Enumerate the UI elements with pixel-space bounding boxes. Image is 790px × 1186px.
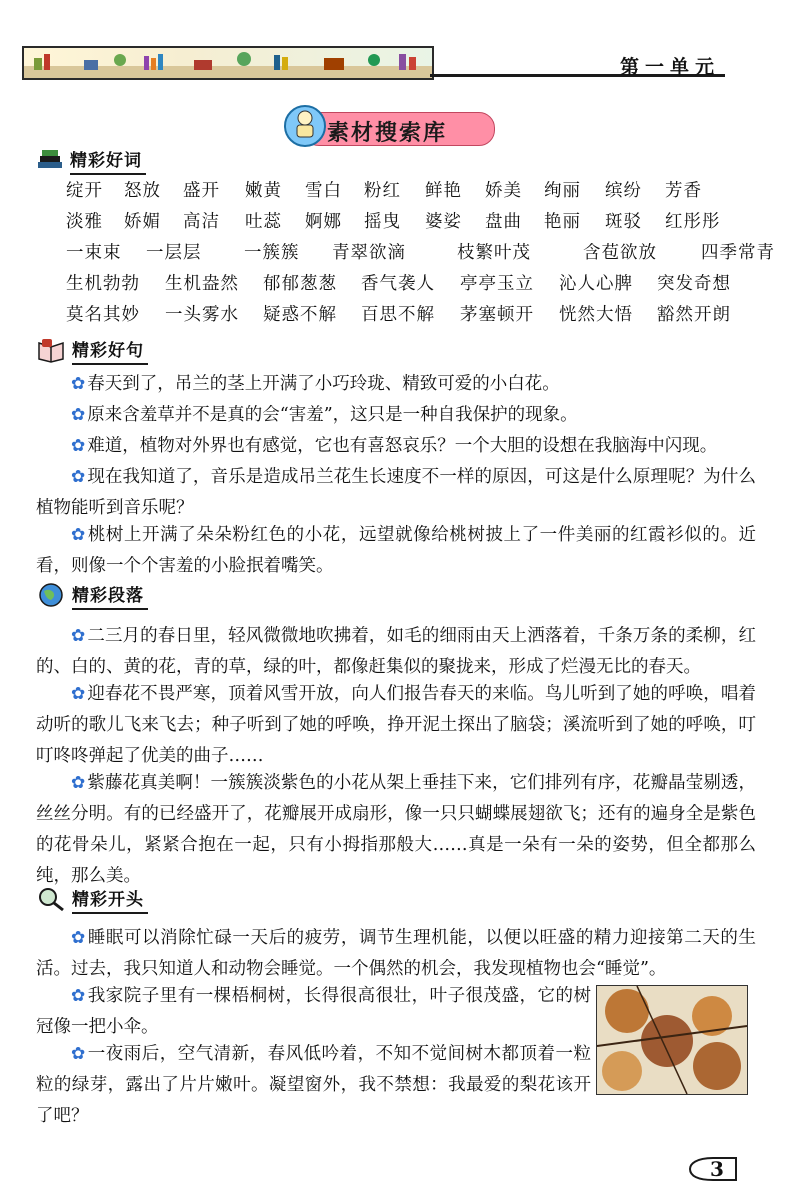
flower-bullet-icon: ✿ [71,928,86,948]
word: 缤纷 [605,181,642,201]
flower-bullet-icon: ✿ [71,374,86,394]
opening-item [36,1039,591,1132]
section-sentences-header [36,336,148,364]
word-row [66,298,775,329]
sentence-text: 现在我知道了，音乐是造成吊兰花生长速度不一样的原因，可这是什么原理呢？为什么植物能听到音乐呢？ [36,467,756,518]
paragraph-item [36,768,756,892]
unit-title: 第一单元 [619,56,720,78]
paragraph-item [36,679,756,772]
maple-leaves-image [597,986,747,1094]
word: 枝繁叶茂 [457,243,531,263]
page-number-badge [688,1156,738,1182]
word: 粉红 [364,181,401,201]
bookshelf-scene-icon [24,48,432,78]
word-row [66,205,775,236]
flower-bullet-icon: ✿ [71,1044,86,1064]
word: 绽开 [66,181,103,201]
paragraph-text: 二三月的春日里，轻风微微地吹拂着，如毛的细雨由天上洒落着，千条万条的柔柳，红的、白的、黄的花，青的草，绿的叶，都像赶集似的聚拢来，形成了烂漫无比的春天。 [36,626,756,677]
sentence-item [36,520,756,582]
word: 婆娑 [425,212,462,232]
flower-bullet-icon: ✿ [71,986,86,1006]
word: 绚丽 [544,181,581,201]
sentence-text: 难道，植物对外界也有感觉，它也有喜怒哀乐？一个大胆的设想在我脑海中闪现。 [87,436,718,456]
flower-bullet-icon: ✿ [71,773,86,793]
word: 盛开 [183,181,220,201]
word: 疑惑不解 [263,305,337,325]
word: 百思不解 [361,305,435,325]
word: 艳丽 [544,212,581,232]
section-paragraphs-label: 精彩段落 [72,581,148,610]
word: 盘曲 [485,212,522,232]
word: 郁郁葱葱 [263,274,337,294]
banner [283,100,495,150]
word: 恍然大悟 [559,305,633,325]
word-row [66,267,775,298]
open-book-icon [36,337,66,363]
sentence-text: 春天到了，吊兰的茎上开满了小巧玲珑、精致可爱的小白花。 [87,374,560,394]
word: 吐蕊 [245,212,282,232]
magnifier-icon [36,886,66,912]
sentence-text: 桃树上开满了朵朵粉红色的小花，远望就像给桃树披上了一件美丽的红霞衫似的。近看，则像一个个害羞的小脸抿着嘴笑。 [36,525,757,576]
word-list [66,174,775,329]
word: 亭亭玉立 [460,274,534,294]
paragraph-text: 紫藤花真美啊！一簇簇淡紫色的小花从架上垂挂下来，它们排列有序，花瓣晶莹剔透，丝丝分明。有的已经盛开了，花瓣展开成扇形，像一只只蝴蝶展翅欲飞；还有的遍身全是紫色的花骨朵儿，紧紧合抱在一起，只有小拇指那般大……真是一朵有一朵的姿势，但全都那么纯，那么美。 [36,773,756,886]
word: 突发奇想 [657,274,731,294]
opening-text: 睡眠可以消除忙碌一天后的疲劳，调节生理机能，以便以旺盛的精力迎接第二天的生活。过去，我只知道人和动物会睡觉。一个偶然的机会，我发现植物也会“睡觉”。 [36,928,757,979]
word: 红彤彤 [665,212,721,232]
paragraph-item [36,621,756,683]
opening-item [36,923,756,985]
word: 摇曳 [364,212,401,232]
header-decorative-band [22,46,434,80]
flower-bullet-icon: ✿ [71,405,86,425]
word: 生机盎然 [165,274,239,294]
section-sentences-label: 精彩好句 [72,336,148,365]
section-openings-header [36,885,148,913]
word: 一簇簇 [244,243,300,263]
page-number: 3 [710,1157,724,1181]
flower-bullet-icon: ✿ [71,525,86,545]
globe-icon [36,582,66,608]
sentence-text: 原来含羞草并不是真的会“害羞”，这只是一种自我保护的现象。 [87,405,578,425]
flower-bullet-icon: ✿ [71,436,86,456]
flower-bullet-icon: ✿ [71,684,86,704]
sentence-item [36,369,756,400]
word: 斑驳 [605,212,642,232]
word: 四季常青 [701,243,775,263]
section-openings-label: 精彩开头 [72,885,148,914]
mascot-badge-icon [283,100,327,150]
word: 淡雅 [66,212,103,232]
word: 怒放 [124,181,161,201]
word: 生机勃勃 [66,274,140,294]
section-paragraphs-header [36,581,148,609]
word: 芳香 [665,181,702,201]
word: 娇美 [485,181,522,201]
word: 豁然开朗 [657,305,731,325]
flower-bullet-icon: ✿ [71,626,86,646]
word: 婀娜 [305,212,342,232]
word: 莫名其妙 [66,305,140,325]
word-row [66,174,775,205]
word: 一头雾水 [165,305,239,325]
word: 鲜艳 [425,181,462,201]
opening-text: 一夜雨后，空气清新，春风低吟着，不知不觉间树木都顶着一粒粒的绿芽，露出了片片嫩叶。凝望窗外，我不禁想：我最爱的梨花该开了吧？ [36,1044,592,1126]
section-words-header [36,146,146,174]
word-row [66,236,775,267]
word: 青翠欲滴 [332,243,406,263]
word: 一束束 [66,243,122,263]
opening-text: 我家院子里有一棵梧桐树，长得很高很壮，叶子很茂盛，它的树冠像一把小伞。 [36,986,592,1037]
banner-title: 素材搜索库 [327,121,448,146]
word: 含苞欲放 [583,243,657,263]
word: 高洁 [183,212,220,232]
book-stack-icon [36,148,64,172]
word: 香气袭人 [361,274,435,294]
sentence-item [36,400,756,431]
word: 茅塞顿开 [460,305,534,325]
word: 雪白 [305,181,342,201]
autumn-leaves-photo [596,985,748,1095]
flower-bullet-icon: ✿ [71,467,86,487]
word: 一层层 [146,243,202,263]
paragraph-text: 迎春花不畏严寒，顶着风雪开放，向人们报告春天的来临。鸟儿听到了她的呼唤，唱着动听的歌儿飞来飞去；种子听到了她的呼唤，挣开泥土探出了脑袋；溪流听到了她的呼唤，叮叮咚咚弹起了优美的曲子…… [36,684,756,766]
word: 娇媚 [124,212,161,232]
section-words-label: 精彩好词 [70,146,146,175]
sentence-item [36,431,756,462]
sentence-item [36,462,756,524]
opening-item [36,981,591,1043]
word: 沁人心脾 [559,274,633,294]
word: 嫩黄 [245,181,282,201]
